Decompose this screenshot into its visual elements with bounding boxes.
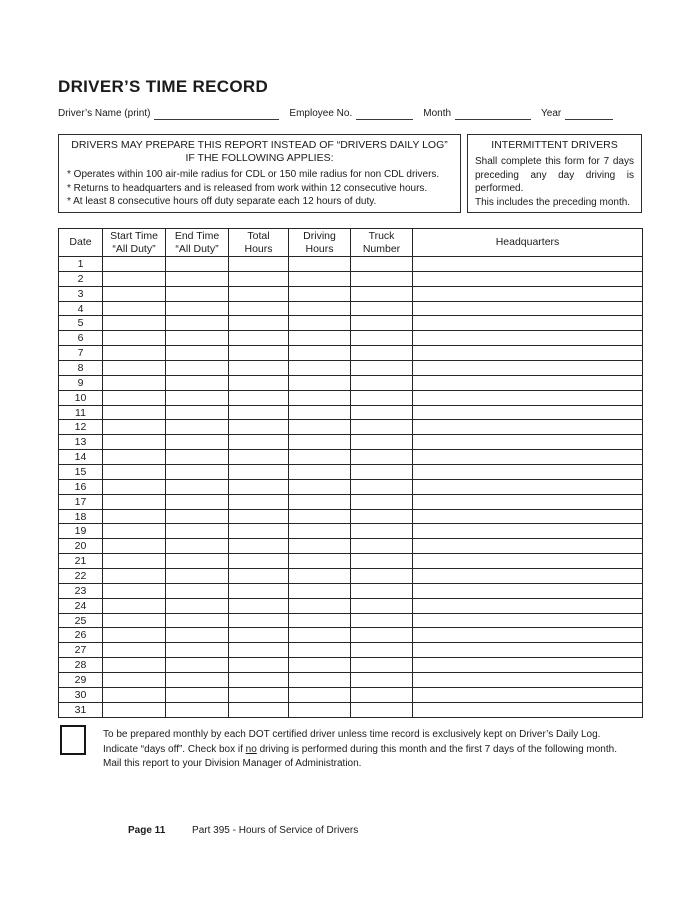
entry-cell-end-time[interactable] <box>166 257 229 272</box>
entry-cell-headquarters[interactable] <box>413 643 643 658</box>
drivers-report-notice-box <box>58 134 461 213</box>
table-row-day-4 <box>59 301 643 316</box>
certification-line2-after: driving is performed during this month and the first 7 days of the following month. <box>256 743 617 755</box>
entry-cell-start-time[interactable] <box>103 390 166 405</box>
certification-note <box>58 725 642 772</box>
entry-cell-start-time[interactable] <box>103 643 166 658</box>
entry-cell-total-hours[interactable] <box>229 539 289 554</box>
entry-cell-start-time[interactable] <box>103 524 166 539</box>
table-row-day-13 <box>59 435 643 450</box>
entry-cell-driving-hours[interactable] <box>289 331 351 346</box>
entry-cell-end-time[interactable] <box>166 569 229 584</box>
entry-cell-start-time[interactable] <box>103 316 166 331</box>
col-header-headquarters: Headquarters <box>413 229 643 257</box>
table-row-day-15 <box>59 465 643 480</box>
table-row-day-11 <box>59 405 643 420</box>
entry-cell-truck-number[interactable] <box>351 390 413 405</box>
col-header-date: Date <box>59 229 103 257</box>
entry-cell-total-hours[interactable] <box>229 420 289 435</box>
table-row-day-28 <box>59 658 643 673</box>
entry-cell-end-time[interactable] <box>166 390 229 405</box>
entry-cell-truck-number[interactable] <box>351 569 413 584</box>
entry-cell-total-hours[interactable] <box>229 435 289 450</box>
date-cell: 19 <box>59 524 103 539</box>
entry-cell-truck-number[interactable] <box>351 554 413 569</box>
date-cell: 11 <box>59 405 103 420</box>
table-row-day-12 <box>59 420 643 435</box>
entry-cell-truck-number[interactable] <box>351 257 413 272</box>
table-row-day-8 <box>59 361 643 376</box>
table-row-day-10 <box>59 390 643 405</box>
entry-cell-start-time[interactable] <box>103 346 166 361</box>
entry-cell-end-time[interactable] <box>166 420 229 435</box>
entry-cell-total-hours[interactable] <box>229 450 289 465</box>
date-cell: 21 <box>59 554 103 569</box>
entry-cell-truck-number[interactable] <box>351 613 413 628</box>
employee-no-blank[interactable] <box>356 108 413 120</box>
table-row-day-9 <box>59 375 643 390</box>
entry-cell-end-time[interactable] <box>166 673 229 688</box>
time-record-table-header-row <box>59 229 643 257</box>
entry-cell-start-time[interactable] <box>103 257 166 272</box>
date-cell: 7 <box>59 346 103 361</box>
entry-cell-truck-number[interactable] <box>351 524 413 539</box>
entry-cell-truck-number[interactable] <box>351 673 413 688</box>
certification-line2-underlined: no <box>245 743 257 755</box>
entry-cell-driving-hours[interactable] <box>289 450 351 465</box>
entry-cell-total-hours[interactable] <box>229 583 289 598</box>
notice-bullet-2: * Returns to headquarters and is released from work within 12 consecutive hours. <box>67 182 428 194</box>
entry-cell-driving-hours[interactable] <box>289 673 351 688</box>
entry-cell-end-time[interactable] <box>166 539 229 554</box>
date-cell: 2 <box>59 271 103 286</box>
entry-cell-headquarters[interactable] <box>413 390 643 405</box>
entry-cell-total-hours[interactable] <box>229 316 289 331</box>
entry-cell-headquarters[interactable] <box>413 331 643 346</box>
entry-cell-driving-hours[interactable] <box>289 494 351 509</box>
entry-cell-start-time[interactable] <box>103 539 166 554</box>
entry-cell-headquarters[interactable] <box>413 702 643 717</box>
entry-cell-headquarters[interactable] <box>413 554 643 569</box>
entry-cell-end-time[interactable] <box>166 331 229 346</box>
entry-cell-driving-hours[interactable] <box>289 346 351 361</box>
table-row-day-26 <box>59 628 643 643</box>
date-cell: 28 <box>59 658 103 673</box>
date-cell: 26 <box>59 628 103 643</box>
entry-cell-end-time[interactable] <box>166 687 229 702</box>
entry-cell-truck-number[interactable] <box>351 375 413 390</box>
table-row-day-14 <box>59 450 643 465</box>
certification-line3: Mail this report to your Division Manager of Administration. <box>103 758 362 769</box>
entry-cell-truck-number[interactable] <box>351 598 413 613</box>
entry-cell-end-time[interactable] <box>166 509 229 524</box>
notice-box-heading <box>67 139 452 165</box>
entry-cell-driving-hours[interactable] <box>289 301 351 316</box>
entry-cell-end-time[interactable] <box>166 554 229 569</box>
entry-cell-total-hours[interactable] <box>229 301 289 316</box>
date-cell: 27 <box>59 643 103 658</box>
employee-no-label: Employee No. <box>289 108 353 119</box>
col-header-driving-hours: Driving Hours <box>289 229 351 257</box>
entry-cell-end-time[interactable] <box>166 450 229 465</box>
entry-cell-truck-number[interactable] <box>351 509 413 524</box>
date-cell: 13 <box>59 435 103 450</box>
entry-cell-end-time[interactable] <box>166 271 229 286</box>
entry-cell-truck-number[interactable] <box>351 405 413 420</box>
entry-cell-start-time[interactable] <box>103 554 166 569</box>
entry-cell-headquarters[interactable] <box>413 450 643 465</box>
notice-bullet-1: * Operates within 100 air-mile radius for CDL or 150 mile radius for non CDL drivers. <box>67 169 440 180</box>
table-row-day-21 <box>59 554 643 569</box>
entry-cell-headquarters[interactable] <box>413 598 643 613</box>
entry-cell-total-hours[interactable] <box>229 569 289 584</box>
entry-cell-end-time[interactable] <box>166 628 229 643</box>
entry-cell-total-hours[interactable] <box>229 613 289 628</box>
certification-line1: To be prepared monthly by each DOT certified driver unless time record is exclusively kept on Driver’s Daily Log. <box>103 729 601 740</box>
entry-cell-total-hours[interactable] <box>229 405 289 420</box>
entry-cell-total-hours[interactable] <box>229 509 289 524</box>
notice-heading-line2: IF THE FOLLOWING APPLIES: <box>185 152 334 164</box>
entry-cell-headquarters[interactable] <box>413 301 643 316</box>
entry-cell-truck-number[interactable] <box>351 643 413 658</box>
date-cell: 10 <box>59 390 103 405</box>
entry-cell-headquarters[interactable] <box>413 613 643 628</box>
date-cell: 16 <box>59 479 103 494</box>
entry-cell-driving-hours[interactable] <box>289 465 351 480</box>
entry-cell-truck-number[interactable] <box>351 420 413 435</box>
entry-cell-total-hours[interactable] <box>229 643 289 658</box>
entry-cell-total-hours[interactable] <box>229 658 289 673</box>
entry-cell-end-time[interactable] <box>166 435 229 450</box>
date-cell: 17 <box>59 494 103 509</box>
entry-cell-end-time[interactable] <box>166 643 229 658</box>
entry-cell-total-hours[interactable] <box>229 271 289 286</box>
entry-cell-driving-hours[interactable] <box>289 405 351 420</box>
entry-cell-total-hours[interactable] <box>229 702 289 717</box>
entry-cell-total-hours[interactable] <box>229 465 289 480</box>
entry-cell-start-time[interactable] <box>103 673 166 688</box>
intermittent-drivers-box <box>467 134 642 213</box>
entry-cell-driving-hours[interactable] <box>289 554 351 569</box>
entry-cell-truck-number[interactable] <box>351 702 413 717</box>
table-row-day-22 <box>59 569 643 584</box>
entry-cell-driving-hours[interactable] <box>289 583 351 598</box>
entry-cell-start-time[interactable] <box>103 494 166 509</box>
entry-cell-end-time[interactable] <box>166 702 229 717</box>
certification-text <box>103 725 617 772</box>
footer-part-label: Part 395 - Hours of Service of Drivers <box>192 824 359 836</box>
entry-cell-driving-hours[interactable] <box>289 613 351 628</box>
entry-cell-driving-hours[interactable] <box>289 420 351 435</box>
date-cell: 14 <box>59 450 103 465</box>
driver-info-line <box>58 107 642 120</box>
entry-cell-driving-hours[interactable] <box>289 390 351 405</box>
entry-cell-truck-number[interactable] <box>351 450 413 465</box>
intermittent-box-heading: INTERMITTENT DRIVERS <box>491 139 618 151</box>
entry-cell-end-time[interactable] <box>166 479 229 494</box>
col-header-end-time: End Time “All Duty” <box>166 229 229 257</box>
entry-cell-truck-number[interactable] <box>351 346 413 361</box>
entry-cell-start-time[interactable] <box>103 465 166 480</box>
entry-cell-start-time[interactable] <box>103 286 166 301</box>
entry-cell-start-time[interactable] <box>103 479 166 494</box>
entry-cell-headquarters[interactable] <box>413 658 643 673</box>
entry-cell-truck-number[interactable] <box>351 479 413 494</box>
entry-cell-headquarters[interactable] <box>413 494 643 509</box>
month-blank[interactable] <box>455 108 531 120</box>
entry-cell-headquarters[interactable] <box>413 687 643 702</box>
date-cell: 30 <box>59 687 103 702</box>
date-cell: 9 <box>59 375 103 390</box>
entry-cell-start-time[interactable] <box>103 583 166 598</box>
entry-cell-driving-hours[interactable] <box>289 687 351 702</box>
table-row-day-18 <box>59 509 643 524</box>
entry-cell-truck-number[interactable] <box>351 539 413 554</box>
entry-cell-headquarters[interactable] <box>413 465 643 480</box>
table-row-day-3 <box>59 286 643 301</box>
year-blank[interactable] <box>565 108 613 120</box>
table-row-day-23 <box>59 583 643 598</box>
certification-line2-before: Indicate “days off”. Check box if <box>103 743 246 755</box>
date-cell: 24 <box>59 598 103 613</box>
entry-cell-driving-hours[interactable] <box>289 628 351 643</box>
entry-cell-end-time[interactable] <box>166 598 229 613</box>
date-cell: 20 <box>59 539 103 554</box>
entry-cell-headquarters[interactable] <box>413 375 643 390</box>
entry-cell-headquarters[interactable] <box>413 673 643 688</box>
table-row-day-31 <box>59 702 643 717</box>
entry-cell-end-time[interactable] <box>166 346 229 361</box>
entry-cell-end-time[interactable] <box>166 494 229 509</box>
entry-cell-driving-hours[interactable] <box>289 316 351 331</box>
entry-cell-headquarters[interactable] <box>413 539 643 554</box>
entry-cell-start-time[interactable] <box>103 658 166 673</box>
entry-cell-end-time[interactable] <box>166 658 229 673</box>
entry-cell-total-hours[interactable] <box>229 687 289 702</box>
page-footer <box>58 825 642 837</box>
entry-cell-truck-number[interactable] <box>351 316 413 331</box>
entry-cell-driving-hours[interactable] <box>289 702 351 717</box>
entry-cell-total-hours[interactable] <box>229 286 289 301</box>
entry-cell-driving-hours[interactable] <box>289 643 351 658</box>
entry-cell-start-time[interactable] <box>103 569 166 584</box>
entry-cell-total-hours[interactable] <box>229 673 289 688</box>
entry-cell-headquarters[interactable] <box>413 435 643 450</box>
entry-cell-driving-hours[interactable] <box>289 271 351 286</box>
col-header-start-time: Start Time “All Duty” <box>103 229 166 257</box>
entry-cell-end-time[interactable] <box>166 613 229 628</box>
entry-cell-total-hours[interactable] <box>229 524 289 539</box>
date-cell: 22 <box>59 569 103 584</box>
entry-cell-driving-hours[interactable] <box>289 524 351 539</box>
table-row-day-29 <box>59 673 643 688</box>
entry-cell-driving-hours[interactable] <box>289 598 351 613</box>
table-row-day-1 <box>59 257 643 272</box>
date-cell: 29 <box>59 673 103 688</box>
table-row-day-5 <box>59 316 643 331</box>
notice-bullet-3: * At least 8 consecutive hours off duty separate each 12 hours of duty. <box>67 196 377 207</box>
entry-cell-truck-number[interactable] <box>351 687 413 702</box>
table-row-day-2 <box>59 271 643 286</box>
entry-cell-truck-number[interactable] <box>351 271 413 286</box>
entry-cell-start-time[interactable] <box>103 613 166 628</box>
table-row-day-30 <box>59 687 643 702</box>
driver-name-blank[interactable] <box>154 108 279 120</box>
entry-cell-end-time[interactable] <box>166 524 229 539</box>
entry-cell-start-time[interactable] <box>103 628 166 643</box>
entry-cell-driving-hours[interactable] <box>289 658 351 673</box>
entry-cell-start-time[interactable] <box>103 271 166 286</box>
entry-cell-start-time[interactable] <box>103 331 166 346</box>
entry-cell-truck-number[interactable] <box>351 301 413 316</box>
table-row-day-25 <box>59 613 643 628</box>
entry-cell-truck-number[interactable] <box>351 494 413 509</box>
date-cell: 5 <box>59 316 103 331</box>
table-row-day-24 <box>59 598 643 613</box>
entry-cell-truck-number[interactable] <box>351 331 413 346</box>
date-cell: 3 <box>59 286 103 301</box>
time-record-table <box>58 228 643 718</box>
certification-line2 <box>103 743 617 758</box>
entry-cell-headquarters[interactable] <box>413 479 643 494</box>
entry-cell-truck-number[interactable] <box>351 658 413 673</box>
entry-cell-start-time[interactable] <box>103 361 166 376</box>
table-row-day-17 <box>59 494 643 509</box>
table-row-day-19 <box>59 524 643 539</box>
entry-cell-headquarters[interactable] <box>413 509 643 524</box>
date-cell: 12 <box>59 420 103 435</box>
entry-cell-driving-hours[interactable] <box>289 479 351 494</box>
footer-page-number: Page 11 <box>128 824 166 836</box>
entry-cell-truck-number[interactable] <box>351 286 413 301</box>
entry-cell-end-time[interactable] <box>166 583 229 598</box>
month-label: Month <box>423 108 452 119</box>
date-cell: 23 <box>59 583 103 598</box>
entry-cell-start-time[interactable] <box>103 702 166 717</box>
entry-cell-truck-number[interactable] <box>351 361 413 376</box>
entry-cell-driving-hours[interactable] <box>289 375 351 390</box>
entry-cell-start-time[interactable] <box>103 405 166 420</box>
entry-cell-truck-number[interactable] <box>351 465 413 480</box>
entry-cell-headquarters[interactable] <box>413 569 643 584</box>
entry-cell-total-hours[interactable] <box>229 375 289 390</box>
entry-cell-start-time[interactable] <box>103 435 166 450</box>
entry-cell-headquarters[interactable] <box>413 420 643 435</box>
entry-cell-total-hours[interactable] <box>229 494 289 509</box>
entry-cell-truck-number[interactable] <box>351 628 413 643</box>
year-label: Year <box>541 108 562 119</box>
date-cell: 1 <box>59 257 103 272</box>
entry-cell-start-time[interactable] <box>103 420 166 435</box>
entry-cell-start-time[interactable] <box>103 450 166 465</box>
driver-name-label: Driver’s Name (print) <box>58 108 151 119</box>
entry-cell-headquarters[interactable] <box>413 405 643 420</box>
table-row-day-27 <box>59 643 643 658</box>
entry-cell-driving-hours[interactable] <box>289 435 351 450</box>
entry-cell-driving-hours[interactable] <box>289 509 351 524</box>
entry-cell-headquarters[interactable] <box>413 257 643 272</box>
entry-cell-headquarters[interactable] <box>413 583 643 598</box>
table-row-day-7 <box>59 346 643 361</box>
page-title: DRIVER’S TIME RECORD <box>58 77 269 96</box>
intermittent-box-body: Shall complete this form for 7 days preceding any day driving is performed. <box>475 156 634 194</box>
entry-cell-total-hours[interactable] <box>229 628 289 643</box>
notice-boxes-row <box>58 134 642 213</box>
entry-cell-headquarters[interactable] <box>413 316 643 331</box>
entry-cell-headquarters[interactable] <box>413 628 643 643</box>
entry-cell-start-time[interactable] <box>103 509 166 524</box>
entry-cell-total-hours[interactable] <box>229 598 289 613</box>
entry-cell-headquarters[interactable] <box>413 271 643 286</box>
no-driving-checkbox[interactable] <box>60 725 86 755</box>
entry-cell-end-time[interactable] <box>166 301 229 316</box>
entry-cell-end-time[interactable] <box>166 465 229 480</box>
notice-heading-line1: DRIVERS MAY PREPARE THIS REPORT INSTEAD OF “DRIVERS DAILY LOG” <box>71 139 448 151</box>
date-cell: 18 <box>59 509 103 524</box>
entry-cell-total-hours[interactable] <box>229 331 289 346</box>
table-row-day-20 <box>59 539 643 554</box>
entry-cell-total-hours[interactable] <box>229 361 289 376</box>
entry-cell-truck-number[interactable] <box>351 435 413 450</box>
entry-cell-headquarters[interactable] <box>413 286 643 301</box>
date-cell: 31 <box>59 702 103 717</box>
col-header-truck-number: Truck Number <box>351 229 413 257</box>
entry-cell-driving-hours[interactable] <box>289 539 351 554</box>
date-cell: 8 <box>59 361 103 376</box>
entry-cell-headquarters[interactable] <box>413 524 643 539</box>
time-record-table-body <box>59 257 643 718</box>
entry-cell-end-time[interactable] <box>166 405 229 420</box>
entry-cell-end-time[interactable] <box>166 316 229 331</box>
entry-cell-total-hours[interactable] <box>229 390 289 405</box>
entry-cell-headquarters[interactable] <box>413 361 643 376</box>
table-row-day-6 <box>59 331 643 346</box>
intermittent-box-note: This includes the preceding month. <box>475 196 631 208</box>
entry-cell-driving-hours[interactable] <box>289 257 351 272</box>
entry-cell-total-hours[interactable] <box>229 346 289 361</box>
date-cell: 25 <box>59 613 103 628</box>
entry-cell-start-time[interactable] <box>103 598 166 613</box>
date-cell: 4 <box>59 301 103 316</box>
entry-cell-end-time[interactable] <box>166 361 229 376</box>
entry-cell-total-hours[interactable] <box>229 554 289 569</box>
entry-cell-headquarters[interactable] <box>413 346 643 361</box>
entry-cell-total-hours[interactable] <box>229 479 289 494</box>
entry-cell-start-time[interactable] <box>103 687 166 702</box>
entry-cell-driving-hours[interactable] <box>289 361 351 376</box>
entry-cell-end-time[interactable] <box>166 286 229 301</box>
col-header-total-hours: Total Hours <box>229 229 289 257</box>
entry-cell-total-hours[interactable] <box>229 257 289 272</box>
entry-cell-driving-hours[interactable] <box>289 286 351 301</box>
table-row-day-16 <box>59 479 643 494</box>
entry-cell-start-time[interactable] <box>103 375 166 390</box>
date-cell: 15 <box>59 465 103 480</box>
entry-cell-truck-number[interactable] <box>351 583 413 598</box>
entry-cell-driving-hours[interactable] <box>289 569 351 584</box>
entry-cell-start-time[interactable] <box>103 301 166 316</box>
entry-cell-end-time[interactable] <box>166 375 229 390</box>
date-cell: 6 <box>59 331 103 346</box>
